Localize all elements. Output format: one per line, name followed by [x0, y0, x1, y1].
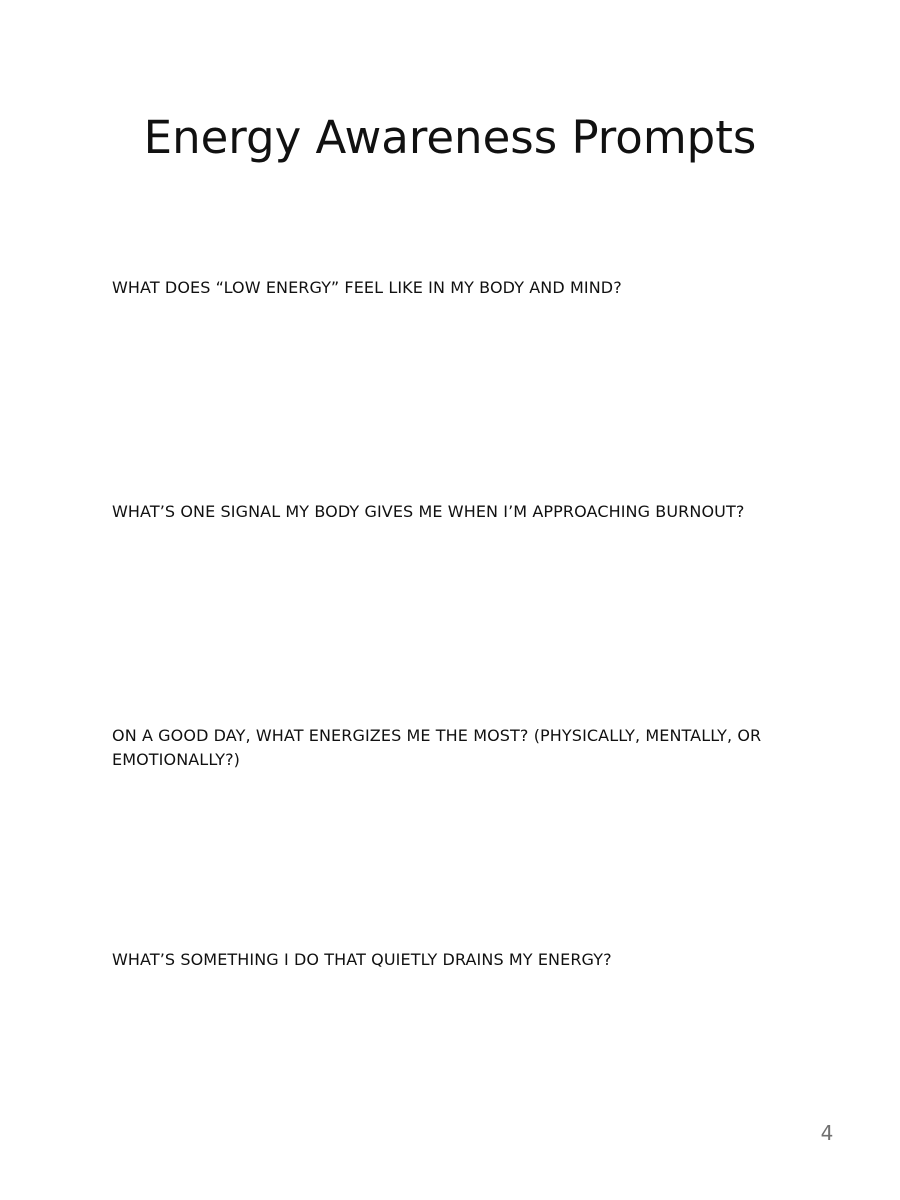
prompt-low-energy: WHAT DOES “LOW ENERGY” FEEL LIKE IN MY BODY AND MIND? — [112, 278, 622, 297]
page-number: 4 — [820, 1121, 834, 1145]
prompt-energizers: ON A GOOD DAY, WHAT ENERGIZES ME THE MOST? (PHYSICALLY, MENTALLY, OR EMOTIONALLY?) — [112, 726, 762, 769]
page-title: Energy Awareness Prompts — [143, 111, 757, 164]
prompt-energy-drains: WHAT’S SOMETHING I DO THAT QUIETLY DRAINS MY ENERGY? — [112, 950, 612, 969]
prompt-burnout-signal: WHAT’S ONE SIGNAL MY BODY GIVES ME WHEN I’M APPROACHING BURNOUT? — [112, 502, 745, 521]
